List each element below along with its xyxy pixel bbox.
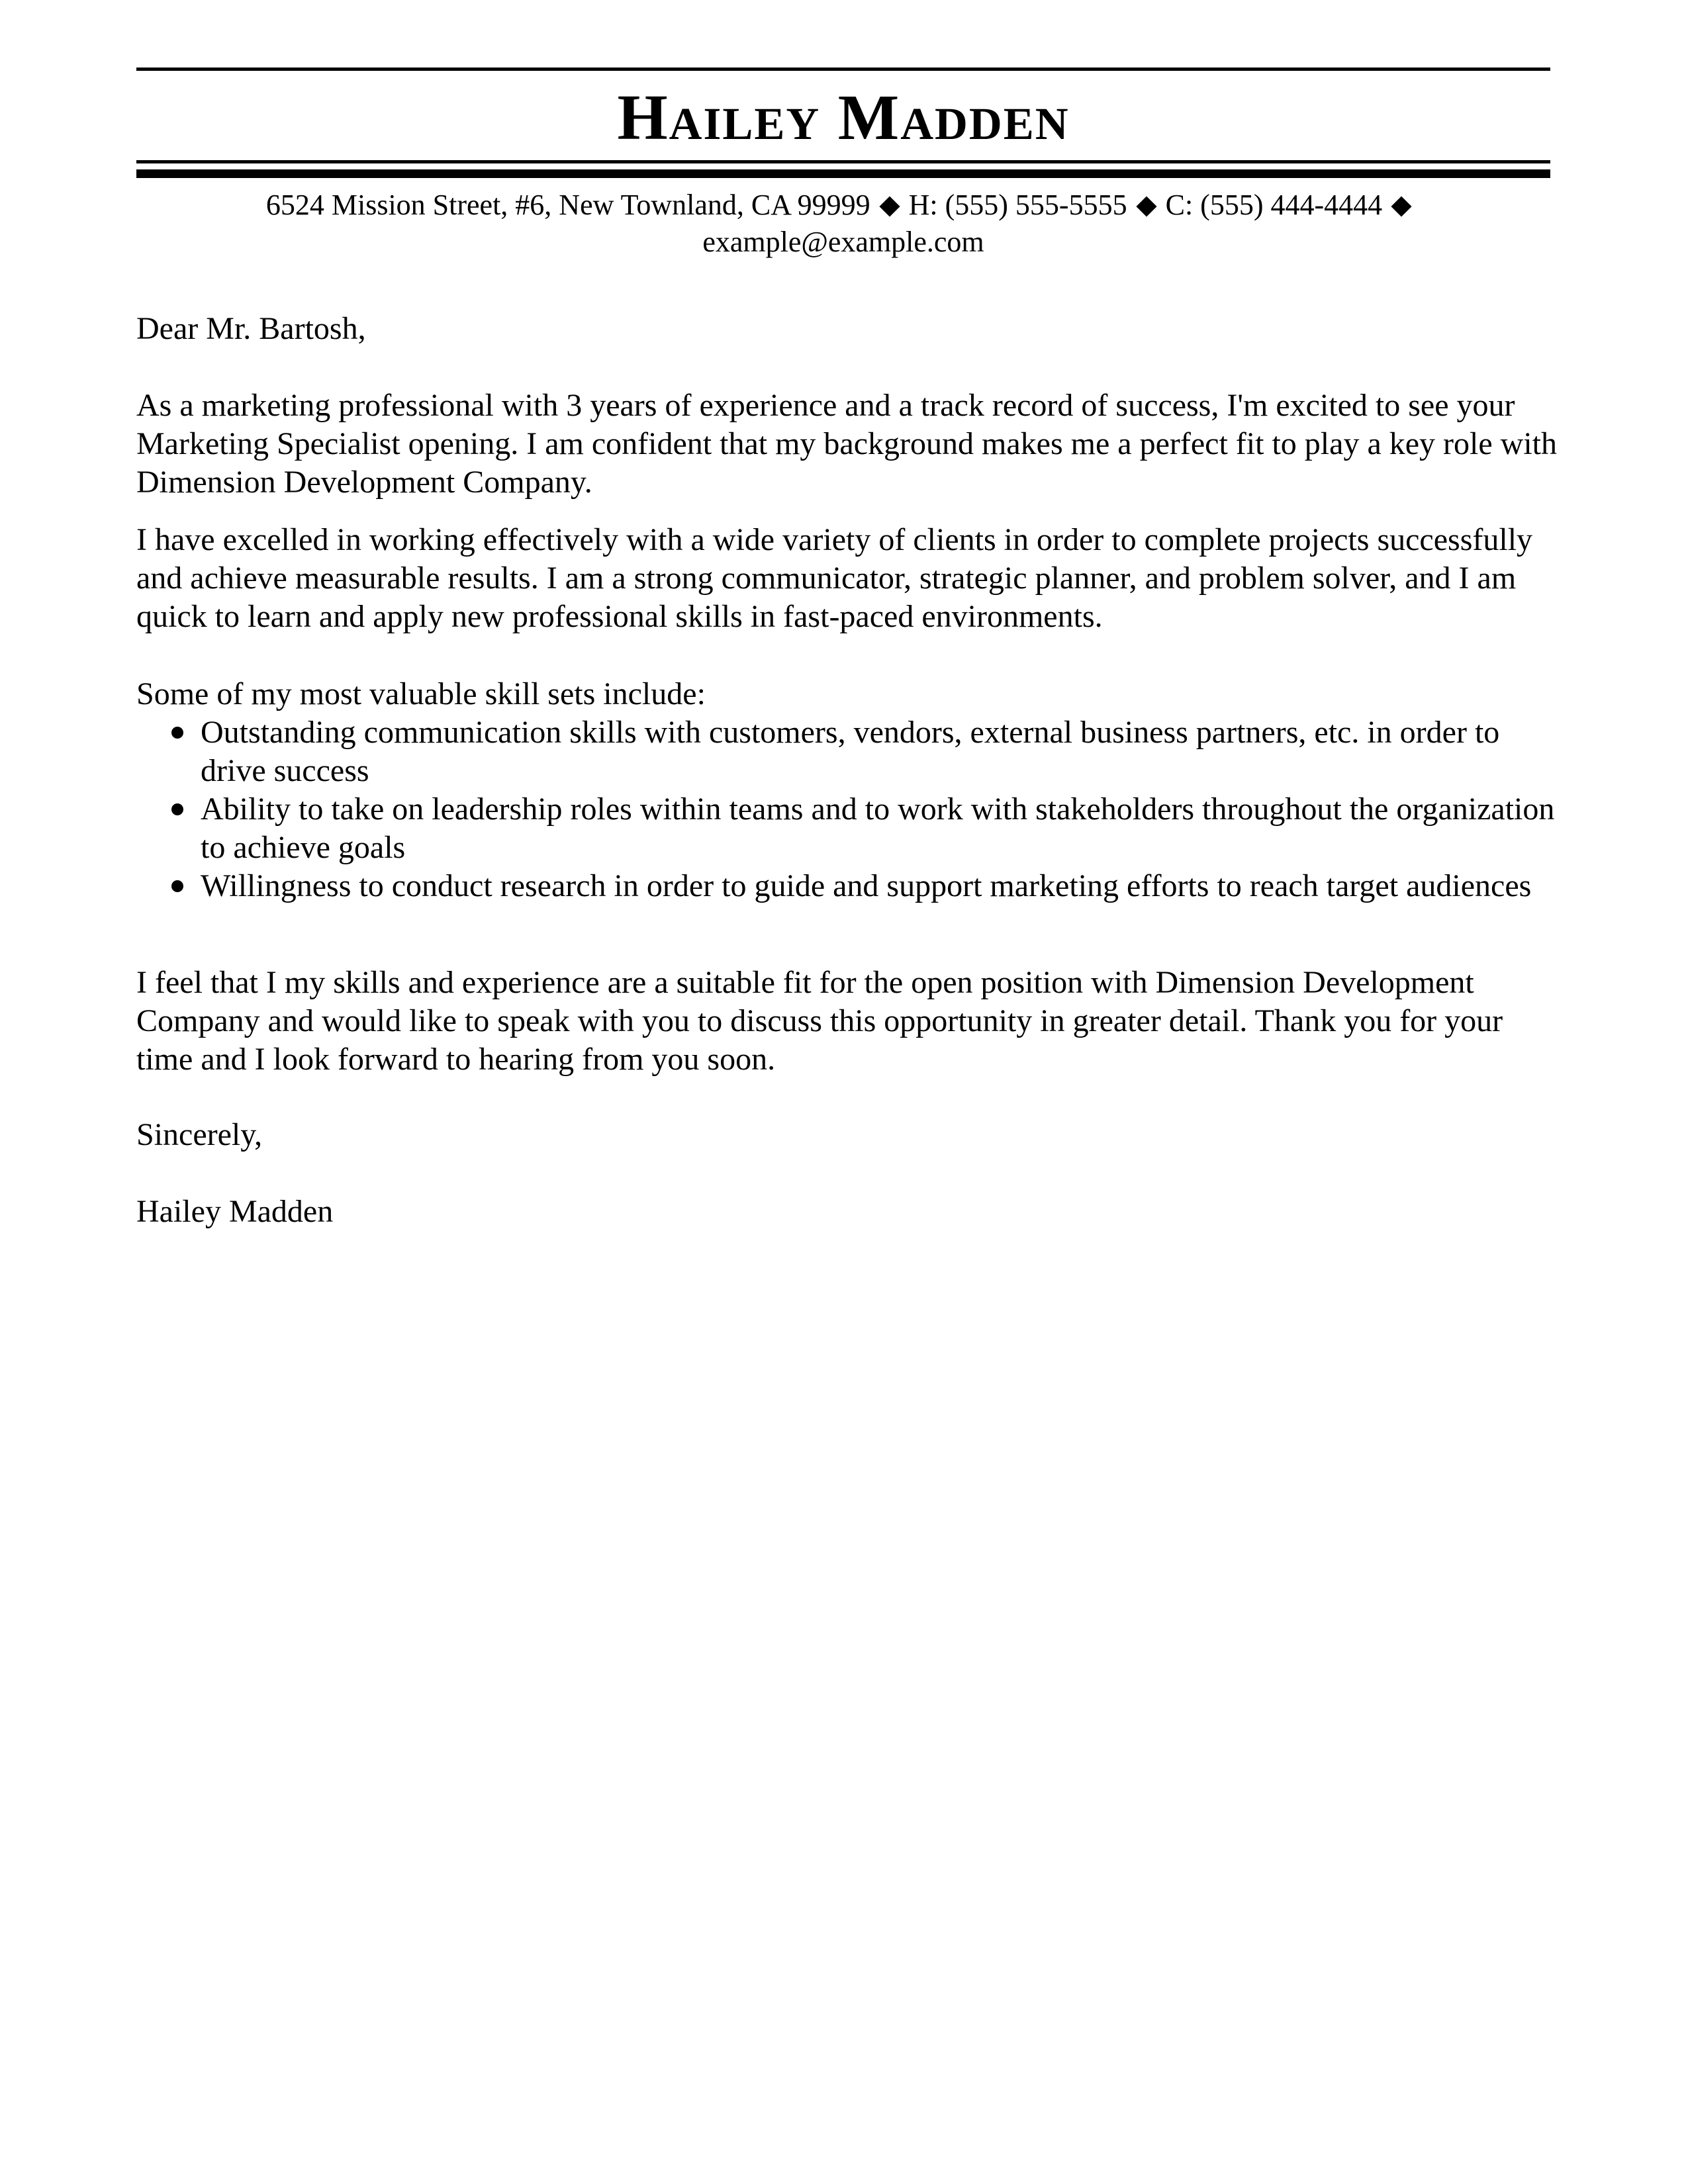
bullet-icon: [171, 880, 183, 892]
diamond-separator-icon: [1136, 196, 1156, 216]
applicant-name: Hailey Madden: [617, 82, 1070, 154]
contact-block: [136, 187, 1550, 261]
header-rule-top: [136, 68, 1550, 71]
skill-text: Willingness to conduct research in order to guide and support marketing efforts to reach target audiences: [201, 868, 1532, 903]
list-item: [136, 867, 1560, 905]
diamond-separator-icon: [879, 196, 900, 216]
list-item: [136, 713, 1560, 790]
bullet-icon: [171, 727, 183, 739]
cell-phone: C: (555) 444-4444: [1165, 189, 1383, 221]
skills-intro: Some of my most valuable skill sets include:: [136, 676, 706, 711]
header-rule-thick: [136, 169, 1550, 178]
header-rule-thin: [136, 160, 1550, 163]
diamond-separator-icon: [1391, 196, 1412, 216]
signature-name: Hailey Madden: [136, 1194, 334, 1229]
home-phone: H: (555) 555-5555: [908, 189, 1127, 221]
list-item: [136, 790, 1560, 867]
skill-text: Ability to take on leadership roles within teams and to work with stakeholders throughout the organization to achieve goals: [201, 792, 1555, 865]
paragraph-experience: I have excelled in working effectively with a wide variety of clients in order to complete projects successfully and achieve measurable results. I am a strong communicator, strategic planner, and problem solver, and I am quick to learn and apply new professional skills in fast-paced environments.: [136, 522, 1533, 634]
paragraph-closing: I feel that I my skills and experience are a suitable fit for the open position with Dimension Development Company and would like to speak with you to discuss this opportunity in greater detail. Thank you for your time and I look forward to hearing from you soon.: [136, 965, 1503, 1077]
skill-text: Outstanding communication skills with customers, vendors, external business partners, etc. in order to drive success: [201, 715, 1500, 788]
bullet-icon: [171, 803, 183, 815]
closing: Sincerely,: [136, 1117, 263, 1152]
email: example@example.com: [702, 226, 984, 258]
salutation: Dear Mr. Bartosh,: [136, 311, 366, 346]
address: 6524 Mission Street, #6, New Townland, CA 99999: [265, 189, 870, 221]
paragraph-intro: As a marketing professional with 3 years of experience and a track record of success, I'm excited to see your Marketing Specialist opening. I am confident that my background makes me a perfect fit to play a key role with Dimension Development Company.: [136, 388, 1558, 500]
skills-list: [136, 713, 1560, 905]
